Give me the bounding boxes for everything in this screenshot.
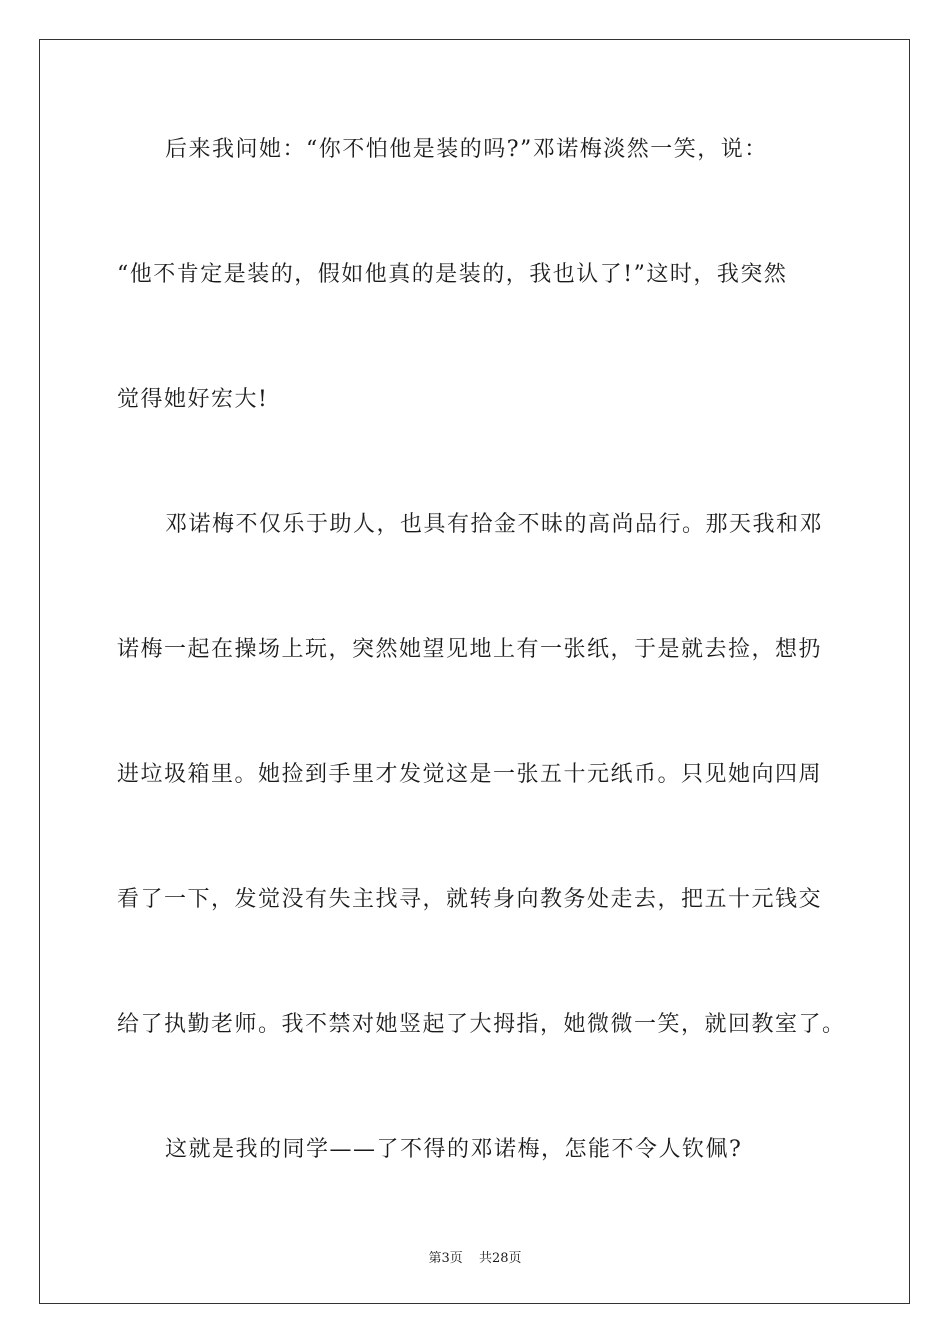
text-line-2: “他不肯定是装的，假如他真的是装的，我也认了!”这时，我突然 bbox=[117, 262, 788, 287]
text-line-8: 给了执勤老师。我不禁对她竖起了大拇指，她微微一笑，就回教室了。 bbox=[117, 1012, 846, 1037]
text-line-9: 这就是我的同学——了不得的邓诺梅，怎能不令人钦佩? bbox=[165, 1137, 743, 1162]
page-border bbox=[39, 39, 910, 1304]
text-line-7: 看了一下，发觉没有失主找寻，就转身向教务处走去，把五十元钱交 bbox=[117, 887, 823, 912]
page-number: 第3页 bbox=[428, 1251, 463, 1266]
page-footer bbox=[0, 1247, 950, 1266]
text-line-4: 邓诺梅不仅乐于助人，也具有拾金不昧的高尚品行。那天我和邓 bbox=[165, 512, 824, 537]
text-line-1: 后来我问她：“你不怕他是装的吗?”邓诺梅淡然一笑，说： bbox=[165, 137, 768, 162]
text-line-5: 诺梅一起在操场上玩，突然她望见地上有一张纸，于是就去捡，想扔 bbox=[117, 637, 823, 662]
text-line-6: 进垃圾箱里。她捡到手里才发觉这是一张五十元纸币。只见她向四周 bbox=[117, 762, 823, 787]
text-line-3: 觉得她好宏大! bbox=[117, 387, 269, 412]
page-total: 共28页 bbox=[478, 1251, 522, 1266]
